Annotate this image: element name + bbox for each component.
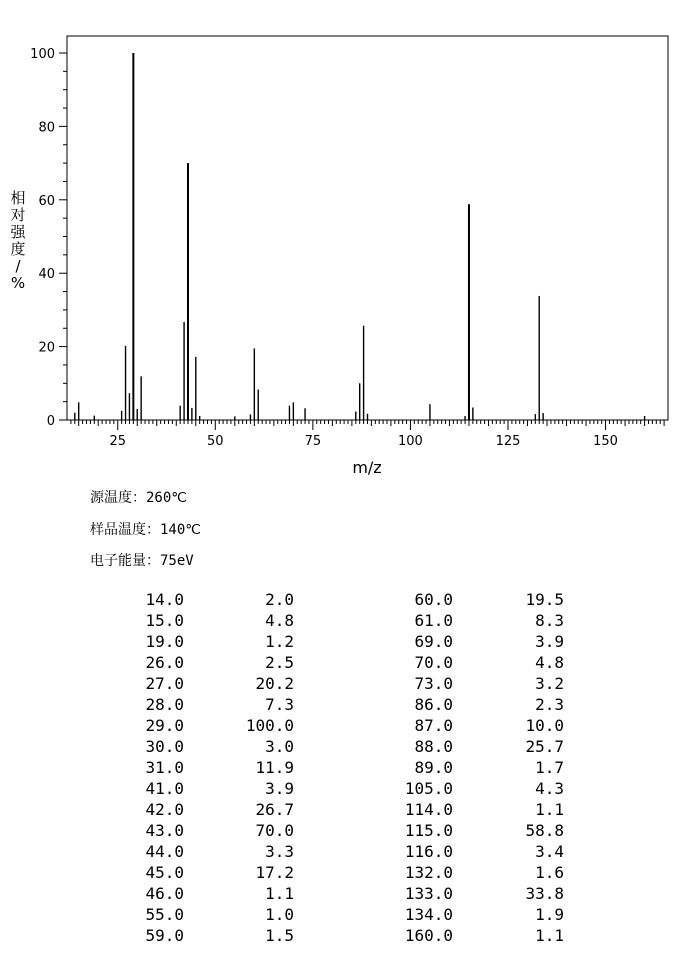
y-tick-label: 40	[38, 267, 55, 283]
intensity-right-cell: 3.2	[535, 674, 564, 693]
table-row	[0, 590, 696, 611]
intensity-left-cell: 100.0	[245, 716, 294, 735]
mz-right-cell: 134.0	[404, 905, 453, 924]
intensity-left-cell: 11.9	[255, 758, 294, 777]
mz-right-cell: 69.0	[414, 632, 453, 651]
intensity-right-cell: 4.3	[535, 779, 564, 798]
x-tick-label: 50	[207, 434, 224, 449]
table-row	[0, 779, 696, 800]
intensity-right-cell: 3.9	[535, 632, 564, 651]
mass-spectrum-chart	[0, 0, 696, 480]
source-temperature	[90, 487, 187, 507]
mz-right-cell: 73.0	[414, 674, 453, 693]
y-axis-ticks	[30, 47, 67, 429]
mz-left-cell: 41.0	[145, 779, 184, 798]
y-axis-label-char: 度	[10, 240, 26, 258]
mz-right-cell: 89.0	[414, 758, 453, 777]
mz-right-cell: 61.0	[414, 611, 453, 630]
electron-energy	[90, 550, 194, 570]
intensity-right-cell: 1.9	[535, 905, 564, 924]
sample-temperature	[90, 519, 201, 539]
mz-right-cell: 60.0	[414, 590, 453, 609]
x-axis-ticks	[71, 420, 664, 449]
table-row	[0, 884, 696, 905]
intensity-left-cell: 20.2	[255, 674, 294, 693]
intensity-right-cell: 58.8	[525, 821, 564, 840]
table-row	[0, 800, 696, 821]
y-tick-label: 80	[38, 120, 55, 136]
intensity-right-cell: 1.1	[535, 926, 564, 945]
intensity-right-cell: 1.6	[535, 863, 564, 882]
mz-right-cell: 105.0	[404, 779, 453, 798]
electron-energy-value: 75eV	[160, 553, 194, 569]
table-row	[0, 632, 696, 653]
mz-right-cell: 88.0	[414, 737, 453, 756]
mz-left-cell: 59.0	[145, 926, 184, 945]
mz-right-cell: 87.0	[414, 716, 453, 735]
intensity-left-cell: 17.2	[255, 863, 294, 882]
intensity-left-cell: 1.0	[265, 905, 294, 924]
sample-temp-label: 样品温度：	[90, 522, 160, 538]
y-axis-label-char: 相	[10, 189, 26, 207]
intensity-left-cell: 4.8	[265, 611, 294, 630]
intensity-left-cell: 70.0	[255, 821, 294, 840]
table-row	[0, 716, 696, 737]
mz-left-cell: 55.0	[145, 905, 184, 924]
intensity-right-cell: 8.3	[535, 611, 564, 630]
electron-energy-label: 电子能量：	[90, 553, 160, 569]
source-temp-label: 源温度：	[90, 490, 146, 506]
intensity-right-cell: 2.3	[535, 695, 564, 714]
x-tick-label: 125	[495, 434, 521, 449]
mz-right-cell: 86.0	[414, 695, 453, 714]
intensity-left-cell: 26.7	[255, 800, 294, 819]
intensity-right-cell: 3.4	[535, 842, 564, 861]
intensity-right-cell: 19.5	[525, 590, 564, 609]
table-row	[0, 905, 696, 926]
y-axis-label	[8, 190, 28, 292]
intensity-left-cell: 3.0	[265, 737, 294, 756]
intensity-left-cell: 3.3	[265, 842, 294, 861]
y-tick-label: 60	[38, 193, 55, 209]
table-row	[0, 674, 696, 695]
table-row	[0, 821, 696, 842]
y-axis-label-char: 对	[10, 206, 26, 224]
y-tick-label: 0	[46, 414, 55, 429]
y-axis-label-char: 强	[10, 223, 26, 241]
intensity-right-cell: 25.7	[525, 737, 564, 756]
sample-temp-value: 140℃	[160, 522, 202, 538]
intensity-right-cell: 1.7	[535, 758, 564, 777]
mz-left-cell: 14.0	[145, 590, 184, 609]
intensity-left-cell: 2.0	[265, 590, 294, 609]
y-axis-label-char: /	[15, 257, 21, 275]
mz-right-cell: 70.0	[414, 653, 453, 672]
table-row	[0, 737, 696, 758]
source-temp-value: 260℃	[146, 490, 188, 506]
table-row	[0, 842, 696, 863]
y-tick-label: 20	[38, 340, 55, 356]
mz-left-cell: 45.0	[145, 863, 184, 882]
table-row	[0, 926, 696, 947]
mz-left-cell: 46.0	[145, 884, 184, 903]
intensity-right-cell: 4.8	[535, 653, 564, 672]
mz-right-cell: 133.0	[404, 884, 453, 903]
table-row	[0, 758, 696, 779]
table-row	[0, 653, 696, 674]
mz-left-cell: 28.0	[145, 695, 184, 714]
intensity-left-cell: 1.1	[265, 884, 294, 903]
intensity-left-cell: 1.2	[265, 632, 294, 651]
mz-left-cell: 30.0	[145, 737, 184, 756]
mz-left-cell: 42.0	[145, 800, 184, 819]
plot-frame	[67, 36, 668, 420]
mz-left-cell: 19.0	[145, 632, 184, 651]
spectrum-peaks	[75, 53, 645, 420]
mz-right-cell: 116.0	[404, 842, 453, 861]
x-tick-label: 25	[109, 434, 127, 449]
intensity-right-cell: 33.8	[525, 884, 564, 903]
y-axis-label-char: %	[10, 274, 26, 292]
mz-left-cell: 44.0	[145, 842, 184, 861]
mz-right-cell: 115.0	[404, 821, 453, 840]
mz-left-cell: 43.0	[145, 821, 184, 840]
y-tick-label: 100	[30, 47, 55, 62]
x-axis-label: m/z	[352, 458, 382, 477]
intensity-left-cell: 7.3	[265, 695, 294, 714]
table-row	[0, 611, 696, 632]
intensity-right-cell: 10.0	[525, 716, 564, 735]
intensity-left-cell: 3.9	[265, 779, 294, 798]
x-tick-label: 100	[398, 434, 423, 449]
mz-left-cell: 31.0	[145, 758, 184, 777]
mz-left-cell: 29.0	[145, 716, 184, 735]
intensity-left-cell: 1.5	[265, 926, 294, 945]
intensity-left-cell: 2.5	[265, 653, 294, 672]
table-row	[0, 695, 696, 716]
mz-right-cell: 114.0	[404, 800, 453, 819]
mz-left-cell: 26.0	[145, 653, 184, 672]
table-row	[0, 863, 696, 884]
x-tick-label: 150	[593, 434, 618, 449]
peak-table	[0, 590, 696, 947]
x-tick-label: 75	[304, 434, 322, 449]
mz-left-cell: 15.0	[145, 611, 184, 630]
mz-right-cell: 132.0	[404, 863, 453, 882]
mz-right-cell: 160.0	[404, 926, 453, 945]
intensity-right-cell: 1.1	[535, 800, 564, 819]
mz-left-cell: 27.0	[145, 674, 184, 693]
